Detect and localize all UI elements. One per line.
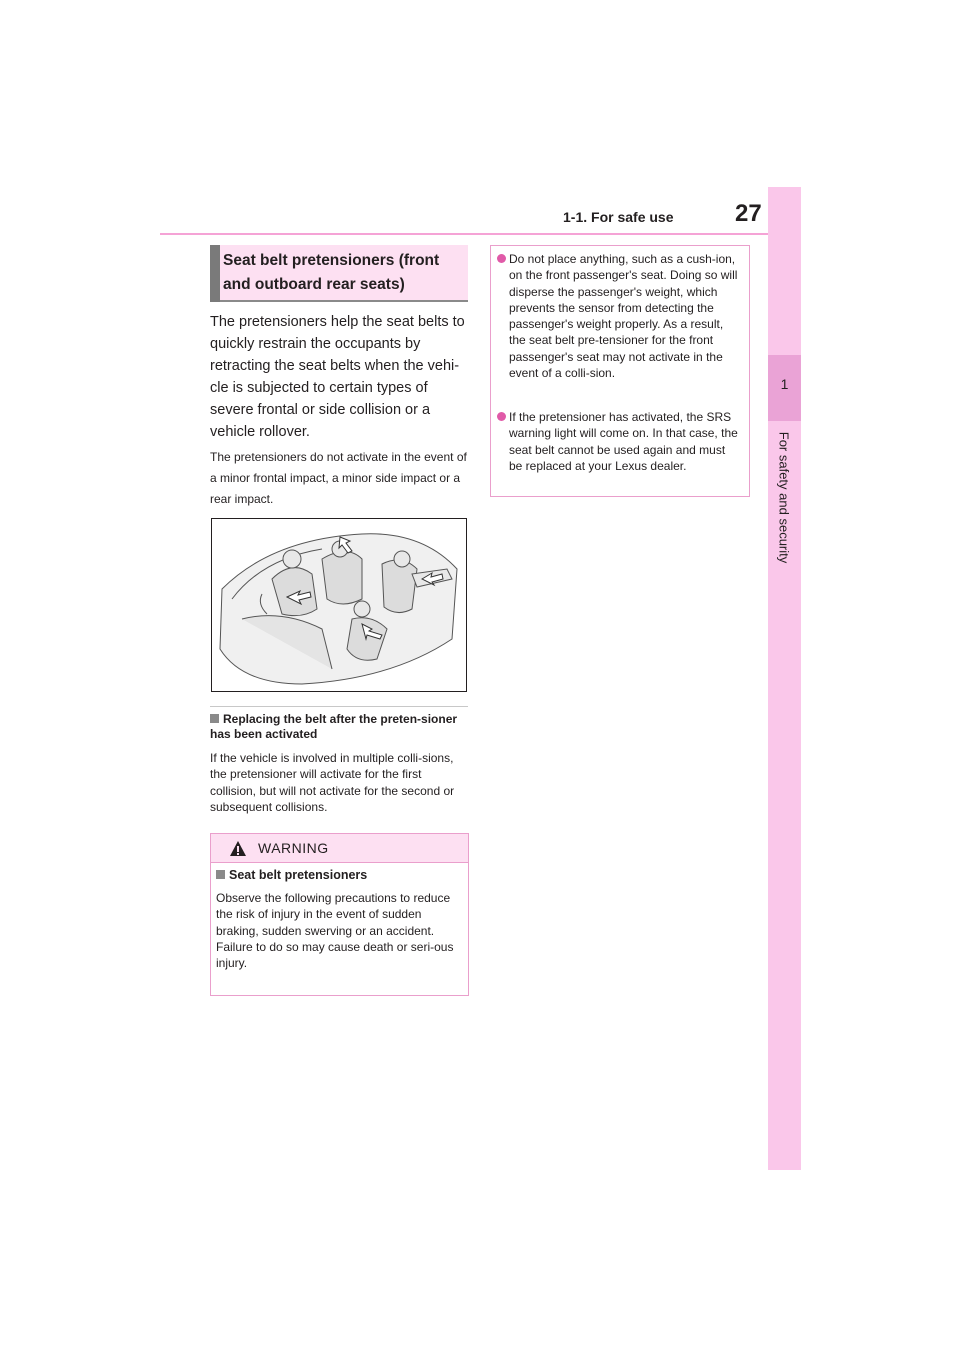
section-note: The pretensioners do not activate in the event of a minor frontal impact, a minor side impact or a rear impact. (210, 450, 467, 506)
side-tab-label: For safety and security (776, 431, 792, 564)
car-interior-icon (212, 519, 466, 691)
warning-bullet (497, 409, 739, 474)
side-tab-number: 1 (780, 376, 789, 392)
warning-triangle-icon (229, 840, 247, 857)
section-title: Seat belt pretensioners (front and outboard rear seats) (223, 252, 440, 293)
warning-bullet (497, 251, 739, 381)
subsection-rule (210, 706, 468, 707)
section-header: 1-1. For safe use (563, 209, 674, 225)
seat-belt-pretensioner-illustration (211, 518, 467, 692)
warning-subheading-text: Seat belt pretensioners (229, 868, 368, 882)
subsection-heading-text: Replacing the belt after the preten-sioner has been activated (210, 712, 458, 741)
warning-body: Observe the following precautions to reduce the risk of injury in the event of sudden braking, sudden swerving or an accident. Failure to do so may cause death or seri-ous injury. (216, 891, 454, 971)
warning-title: WARNING (258, 840, 329, 856)
bullet-dot-icon (497, 412, 506, 421)
warning-bullet-text: Do not place anything, such as a cush-ion, on the front passenger's seat. Doing so will disperse the passenger's weight, which prevents the sensor from detecting the passenger's weight properly. As a result, the seat belt pre-tensioner for the front passenger's seat may not activate in the event of a colli-sion. (509, 252, 738, 381)
square-bullet-icon (216, 870, 225, 879)
section-heading-bar (210, 245, 220, 302)
section-body: The pretensioners help the seat belts to quickly restrain the occupants by retracting the seat belts when the vehi-cle is subjected to certain types of severe frontal or side collision or a vehicle rollover. (210, 314, 465, 440)
warning-bullet-text: If the pretensioner has activated, the SRS warning light will come on. In that case, the seat belt cannot be used again and must be replaced at your Lexus dealer. (509, 410, 738, 473)
warning-header (211, 834, 468, 863)
warning-subheading (216, 868, 367, 882)
header-rule (160, 233, 768, 235)
bullet-dot-icon (497, 254, 506, 263)
side-tab-strip (768, 187, 801, 1170)
subsection-body: If the vehicle is involved in multiple colli-sions, the pretensioner will activate for the first collision, but will not activate for the second or subsequent collisions. (210, 751, 455, 814)
square-bullet-icon (210, 714, 219, 723)
page-number: 27 (735, 200, 762, 227)
subsection-heading (210, 712, 468, 742)
